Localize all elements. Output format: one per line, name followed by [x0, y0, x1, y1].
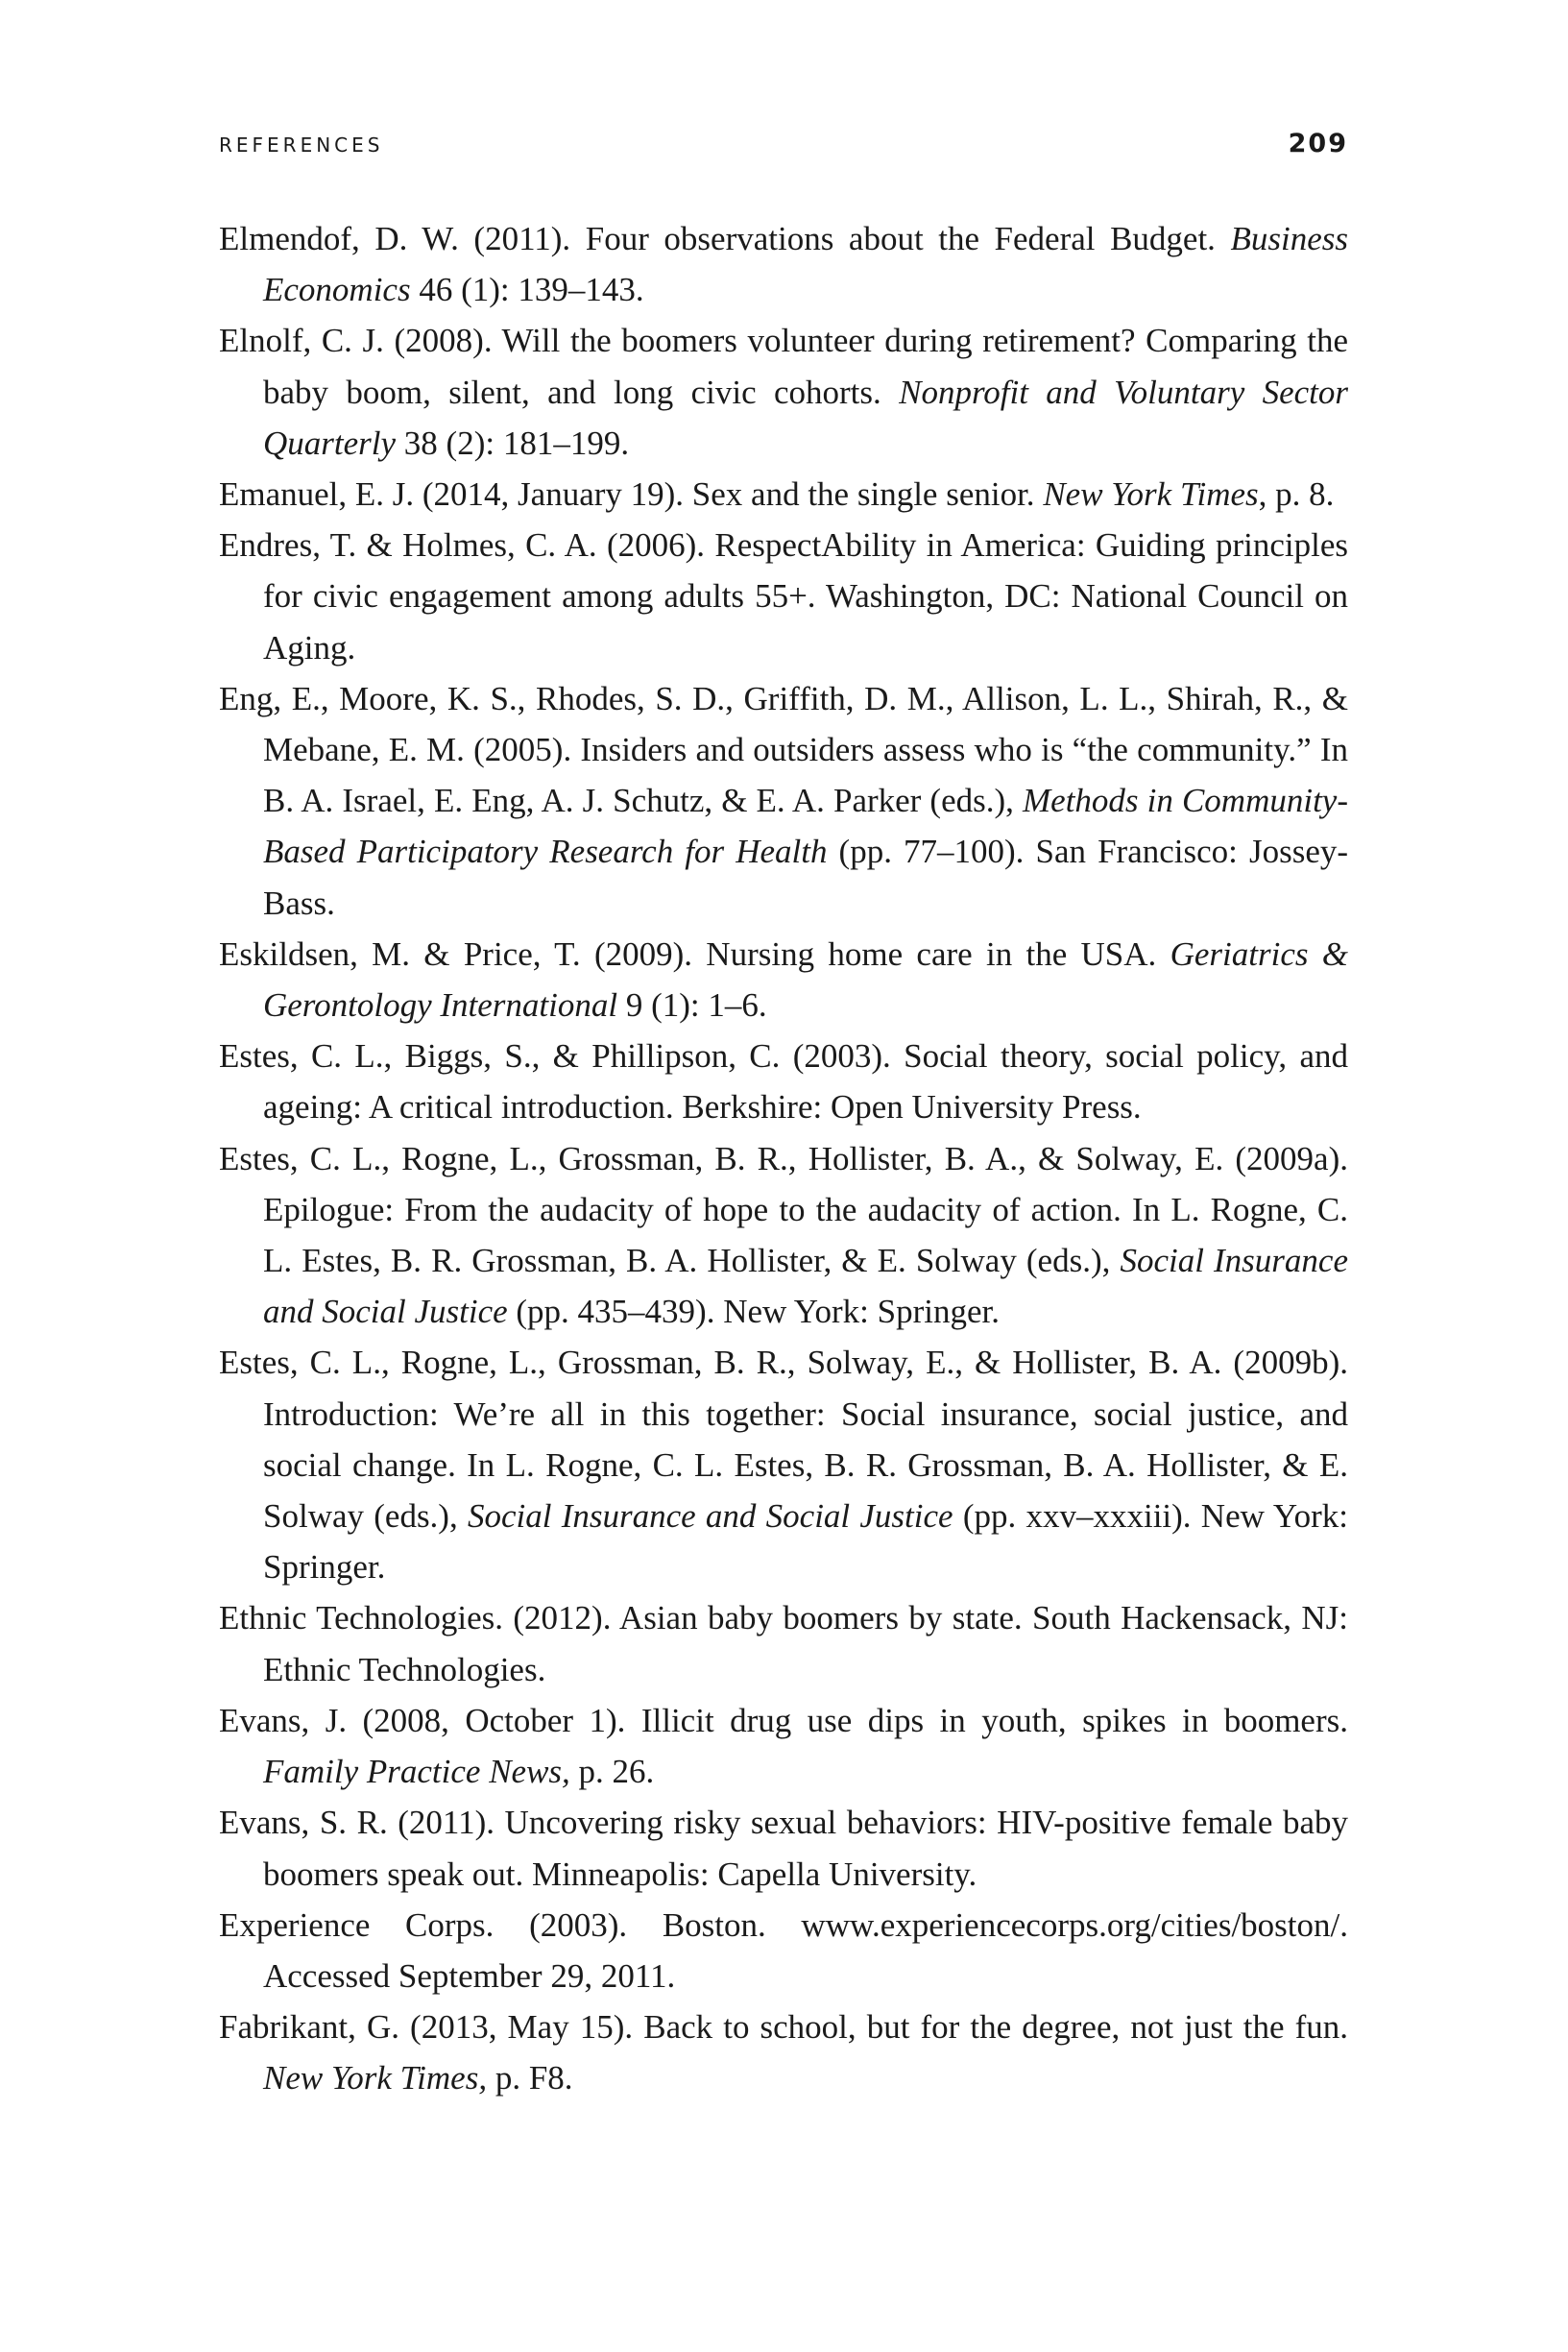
- reference-text: Eng, E., Moore, K. S., Rhodes, S. D., Griffith, D. M., Allison, L. L., Shirah, R., & Mebane, E. M. (2005). Insiders and outsiders assess who is “the community.” In B. A. Israel, E. Eng, A. J. Schutz, & E. A. Parker (eds.),: [219, 679, 1348, 820]
- reference-entry: [219, 520, 1348, 673]
- reference-title: Family Practice News,: [263, 1753, 570, 1791]
- reference-entry: [219, 1797, 1348, 1899]
- reference-list: [219, 213, 1348, 2104]
- reference-title: Social Insurance and Social Justice: [467, 1497, 953, 1536]
- reference-details: 46 (1): 139–143.: [410, 271, 644, 309]
- reference-text: Estes, C. L., Rogne, L., Grossman, B. R., Solway, E., & Hollister, B. A. (2009b). Introduction: We’re all in this together: Social insurance, social justice, and social change. In L. Rogne, C. L. Estes, B. R. Grossman, B. A. Hollister, & E. Solway (eds.),: [219, 1344, 1348, 1536]
- reference-title: Geriatrics & Gerontology International: [263, 934, 1348, 1025]
- page-number: 209: [1288, 129, 1348, 158]
- reference-text: Evans, J. (2008, October 1). Illicit drug use dips in youth, spikes in boomers.: [219, 1701, 1348, 1739]
- reference-title: Business Economics: [263, 220, 1348, 309]
- reference-text: Evans, S. R. (2011). Uncovering risky sexual behaviors: HIV-positive female baby boomers speak out. Minneapolis: Capella University.: [219, 1804, 1348, 1893]
- reference-details: (pp. xxv–xxxiii). New York: Springer.: [263, 1497, 1348, 1587]
- reference-text: Experience Corps. (2003). Boston. www.experiencecorps.org/cities/boston/. Accessed September 29, 2011.: [219, 1905, 1348, 1995]
- reference-title: Social Insurance and Social Justice: [263, 1242, 1348, 1331]
- reference-text: Emanuel, E. J. (2014, January 19). Sex and the single senior.: [219, 475, 1044, 514]
- reference-text: Ethnic Technologies. (2012). Asian baby boomers by state. South Hackensack, NJ: Ethnic Technologies.: [219, 1599, 1348, 1688]
- reference-text: Estes, C. L., Rogne, L., Grossman, B. R., Hollister, B. A., & Solway, E. (2009a). Epilogue: From the audacity of hope to the audacity of action. In L. Rogne, C. L. Estes, B. R. Grossman, B. A. Hollister, & E. Solway (eds.),: [219, 1139, 1348, 1280]
- reference-entry: [219, 1592, 1348, 1694]
- reference-details: 9 (1): 1–6.: [617, 986, 767, 1025]
- reference-entry: [219, 1133, 1348, 1338]
- reference-details: (pp. 77–100). San Francisco: Jossey-Bass.: [263, 833, 1349, 922]
- reference-entry: [219, 315, 1348, 469]
- reference-text: Fabrikant, G. (2013, May 15). Back to school, but for the degree, not just the fun.: [219, 2008, 1348, 2047]
- reference-details: (pp. 435–439). New York: Springer.: [507, 1293, 1001, 1331]
- running-head: [219, 129, 1348, 167]
- reference-title: New York Times,: [263, 2059, 488, 2097]
- reference-entry: [219, 1031, 1348, 1132]
- reference-text: Endres, T. & Holmes, C. A. (2006). RespectAbility in America: Guiding principles for civic engagement among adults 55+. Washington, DC: National Council on Aging.: [219, 526, 1348, 667]
- reference-entry: [219, 213, 1348, 315]
- reference-title: New York Times: [1043, 475, 1259, 514]
- reference-title: Nonprofit and Voluntary Sector Quarterly: [263, 373, 1348, 462]
- reference-entry: [219, 929, 1348, 1031]
- reference-entry: [219, 1695, 1348, 1797]
- reference-text: Elmendof, D. W. (2011). Four observations about the Federal Budget.: [219, 220, 1231, 257]
- reference-title: Methods in Community-Based Participatory Research for Health: [263, 782, 1348, 871]
- reference-details: p. 26.: [569, 1753, 655, 1791]
- reference-text: Estes, C. L., Biggs, S., & Phillipson, C. (2003). Social theory, social policy, and ageing: A critical introduction. Berkshire: Open University Press.: [219, 1037, 1348, 1127]
- reference-details: p. F8.: [487, 2059, 573, 2097]
- reference-entry: [219, 1337, 1348, 1592]
- reference-details: , p. 8.: [1258, 475, 1335, 514]
- reference-text: Eskildsen, M. & Price, T. (2009). Nursing home care in the USA.: [219, 934, 1170, 973]
- reference-entry: [219, 469, 1348, 520]
- reference-details: 38 (2): 181–199.: [396, 424, 630, 462]
- running-title: REFERENCES: [219, 133, 384, 157]
- reference-entry: [219, 1900, 1348, 2001]
- reference-entry: [219, 673, 1348, 929]
- reference-entry: [219, 2001, 1348, 2103]
- reference-text: Elnolf, C. J. (2008). Will the boomers volunteer during retirement? Comparing the baby boom, silent, and long civic cohorts.: [219, 322, 1348, 411]
